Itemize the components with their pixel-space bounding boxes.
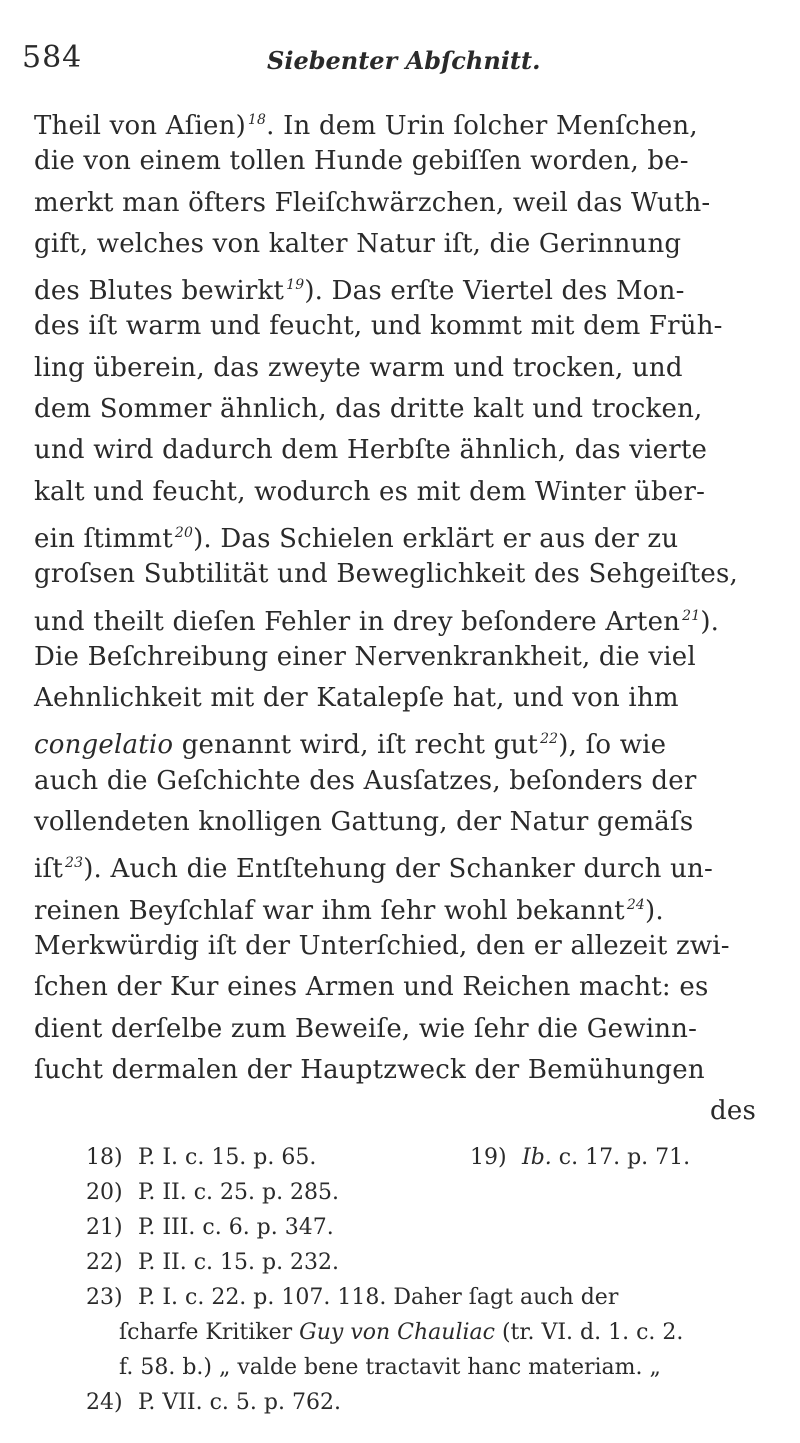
footnote-reference: 22: [540, 731, 559, 748]
text-line: [34, 100, 756, 141]
footnote-row: [86, 1140, 776, 1175]
text-line: und wird dadurch dem Herbſte ähnlich, das vierte: [34, 435, 708, 466]
text-line: ſchen der Kur eines Armen und Reichen macht: es: [34, 972, 709, 1003]
footnote-reference: 19: [286, 277, 305, 294]
footnote-24: 24) P. VII. c. 5. p. 762.: [86, 1390, 341, 1415]
text-line: [34, 513, 756, 554]
text-line: groſsen Subtilität und Beweglichkeit des Sehgeiſtes,: [34, 559, 739, 590]
text-line: ſucht dermalen der Hauptzweck der Bemühungen: [34, 1054, 705, 1085]
text-line: [34, 596, 756, 637]
text-line: vollendeten knolligen Gattung, der Natur gemäſs: [34, 807, 694, 838]
footnote-20: 20) P. II. c. 25. p. 285.: [86, 1180, 340, 1205]
body-text: [34, 100, 756, 1132]
text-line: Aehnlichkeit mit der Katalepſe hat, und von ihm: [34, 683, 679, 714]
footnote-18: 18) P. I. c. 15. p. 65.: [86, 1145, 317, 1170]
catchword: [34, 1091, 756, 1132]
text-line: merkt man öfters Fleiſchwärzchen, weil das Wuth-: [34, 187, 711, 218]
line-text: und theilt dieſen Fehler in drey beſondere Arten $^{21}$).: [34, 606, 720, 637]
italic-term: congelatio: [34, 730, 174, 761]
footnote-reference: 18: [247, 112, 267, 128]
text-line: des iſt warm und feucht, und kommt mit dem Früh-: [34, 311, 723, 342]
footnote-23: 23) P. I. c. 22. p. 107. 118. Daher ſagt auch der ſcharfe Kritiker Guy von Chauliac (tr. VI. d. 1. c. 2. f. 58. b.) „ valde bene tractavit hanc materiam. „: [86, 1285, 684, 1380]
footnote-19: 19) Ib. c. 17. p. 71.: [470, 1145, 691, 1170]
text-line: kalt und feucht, wodurch es mit dem Winter über-: [34, 476, 706, 507]
text-line: [34, 885, 756, 926]
footnotes: [86, 1140, 776, 1420]
footnote-reference: 20: [174, 524, 194, 541]
page-header: [22, 40, 782, 90]
text-line: [34, 265, 756, 306]
text-line: gift, welches von kalter Natur iſt, die Gerinnung: [34, 228, 682, 259]
catchword-text: des: [710, 1096, 756, 1127]
page-number: 584: [22, 40, 83, 75]
text-line: auch die Geſchichte des Ausſatzes, beſonders der: [34, 765, 697, 796]
text-line: [34, 719, 756, 760]
footnote-reference: 21: [682, 607, 701, 624]
text-line: [34, 843, 756, 884]
running-title: Siebenter Abſchnitt.: [267, 46, 541, 75]
text-line: ling überein, das zweyte warm und trocken, und: [34, 352, 683, 383]
footnote-21: 21) P. III. c. 6. p. 347.: [86, 1215, 334, 1240]
line-text: ein ſtimmt $^{20}$). Das Schielen erklärt er aus der zu: [34, 523, 679, 554]
text-line: Merkwürdig iſt der Unterſchied, den er allezeit zwi-: [34, 930, 730, 961]
footnote-reference: 23: [65, 855, 84, 872]
text-line: dient derſelbe zum Beweiſe, wie ſehr die Gewinn-: [34, 1013, 698, 1044]
text-line: die von einem tollen Hunde gebiſſen worden, be-: [34, 146, 689, 177]
footnote-22: 22) P. II. c. 15. p. 232.: [86, 1250, 340, 1275]
text-line: Die Beſchreibung einer Nervenkrankheit, die viel: [34, 641, 696, 672]
line-text: reinen Beyſchlaf war ihm ſehr wohl bekannt $^{24}$).: [34, 895, 664, 926]
text-line: dem Sommer ähnlich, das dritte kalt und trocken,: [34, 394, 703, 425]
footnote-reference: 24: [626, 896, 646, 913]
line-text: iſt $^{23}$). Auch die Entſtehung der Schanker durch un-: [34, 854, 713, 885]
line-text: des Blutes bewirkt $^{19}$). Das erſte Viertel des Mon-: [34, 276, 685, 307]
line-text: congelatio genannt wird, iſt recht gut $^{22}$), ſo wie: [34, 730, 667, 761]
line-text: Theil von Aſien) $^{18}$. In dem Urin ſolcher Menſchen,: [34, 111, 698, 141]
